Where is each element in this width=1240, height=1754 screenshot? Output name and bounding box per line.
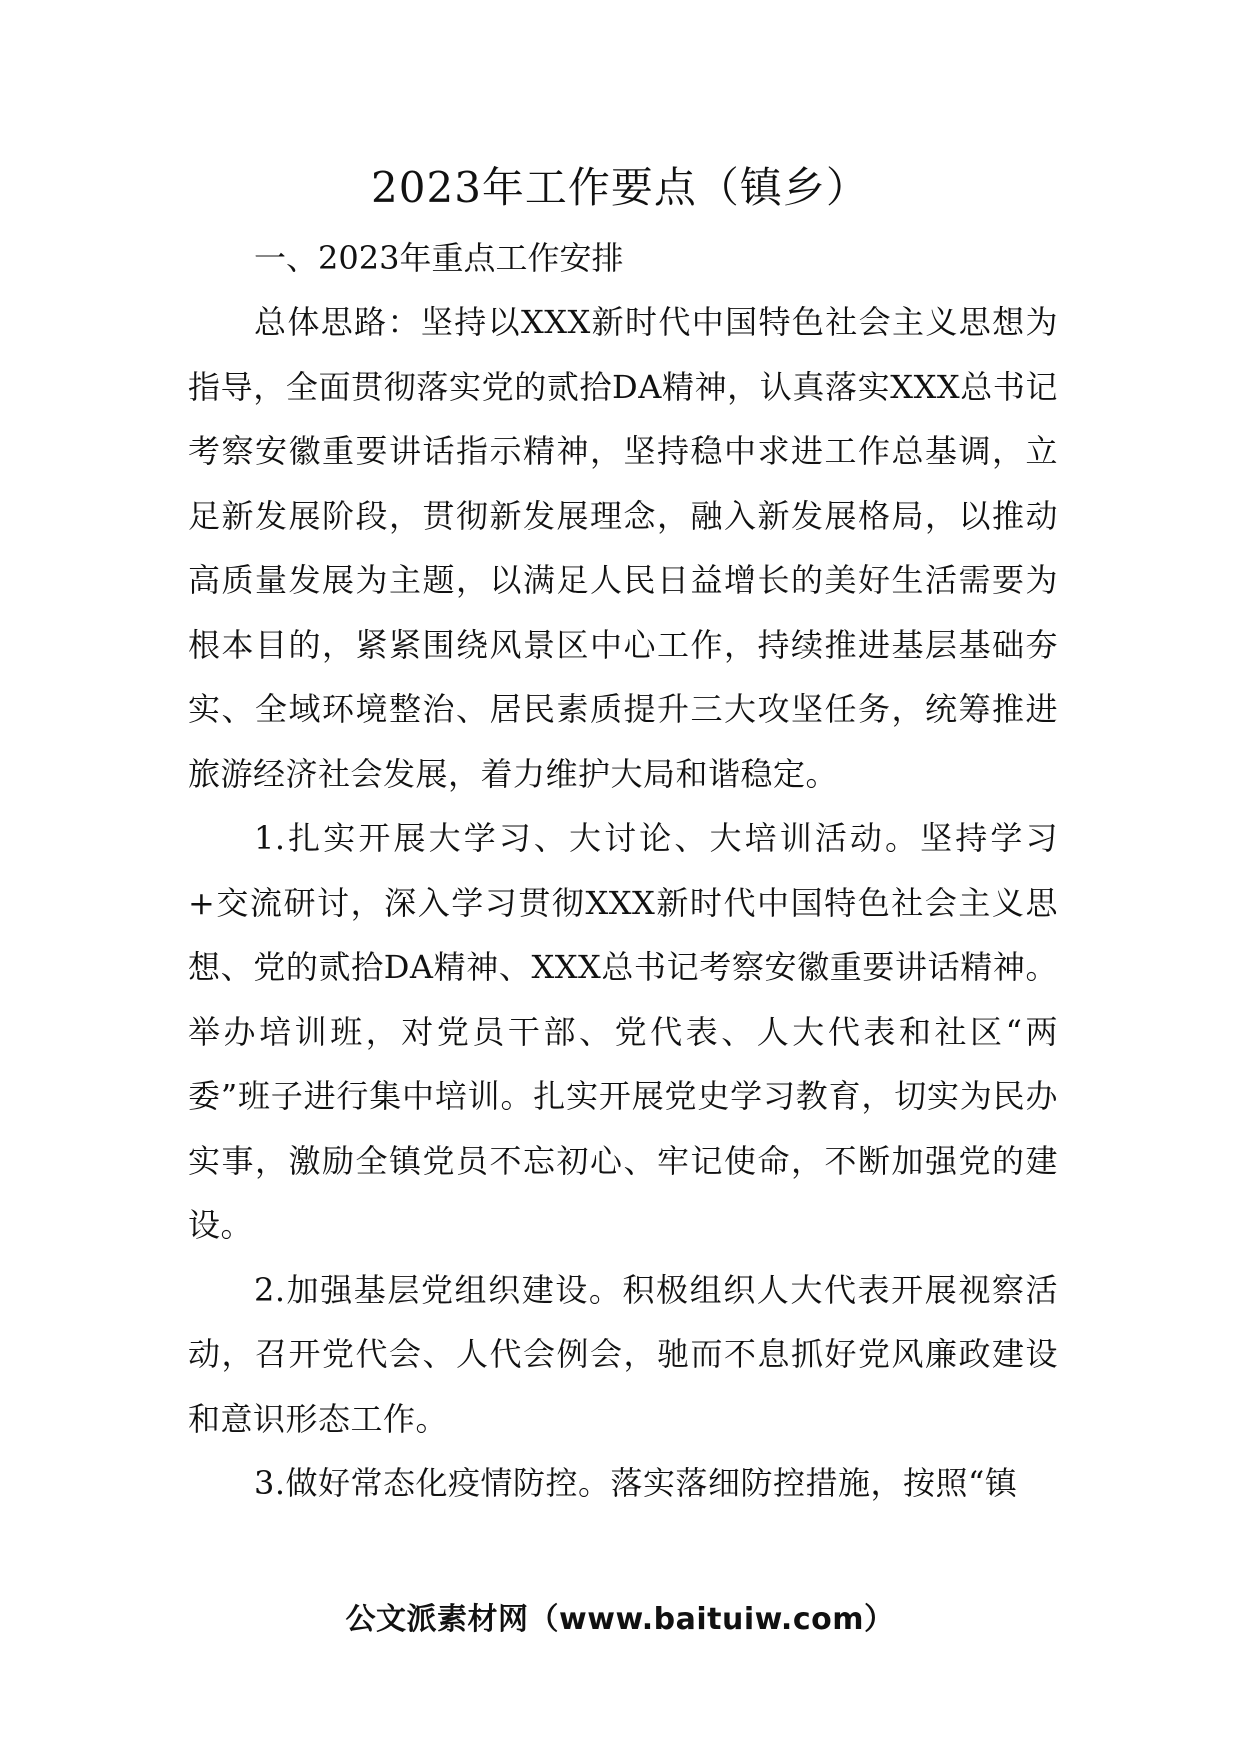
- document-title: 2023年工作要点（镇乡）: [371, 163, 869, 212]
- paragraph-item-2: 2.加强基层党组织建设。积极组织人大代表开展视察活动，召开党代会、人代会例会，驰而不息抓好党风廉政建设和意识形态工作。: [188, 1270, 1058, 1438]
- paragraph-item-3: 3.做好常态化疫情防控。落实落细防控措施，按照“镇: [254, 1464, 1018, 1502]
- paragraph-overall-approach: 总体思路：坚持以XXX新时代中国特色社会主义思想为指导，全面贯彻落实党的贰拾DA精神，认真落实XXX总书记考察安徽重要讲话指示精神，坚持稳中求进工作总基调，立足新发展阶段，贯彻新发展理念，融入新发展格局，以推动高质量发展为主题，以满足人民日益增长的美好生活需要为根本目的，紧紧围绕风景区中心工作，持续推进基层基础夯实、全域环境整治、居民素质提升三大攻坚任务，统筹推进旅游经济社会发展，着力维护大局和谐稳定。: [188, 303, 1058, 793]
- document-body: [188, 226, 1058, 1516]
- footer-watermark: 公文派素材网（www.baituiw.com）: [345, 1602, 895, 1637]
- section-heading: 一、2023年重点工作安排: [254, 239, 624, 277]
- paragraph-item-1: 1.扎实开展大学习、大讨论、大培训活动。坚持学习+交流研讨，深入学习贯彻XXX新时代中国特色社会主义思想、党的贰拾DA精神、XXX总书记考察安徽重要讲话精神。举办培训班，对党员干部、党代表、人大代表和社区“两委”班子进行集中培训。扎实开展党史学习教育，切实为民办实事，激励全镇党员不忘初心、牢记使命，不断加强党的建设。: [188, 819, 1058, 1244]
